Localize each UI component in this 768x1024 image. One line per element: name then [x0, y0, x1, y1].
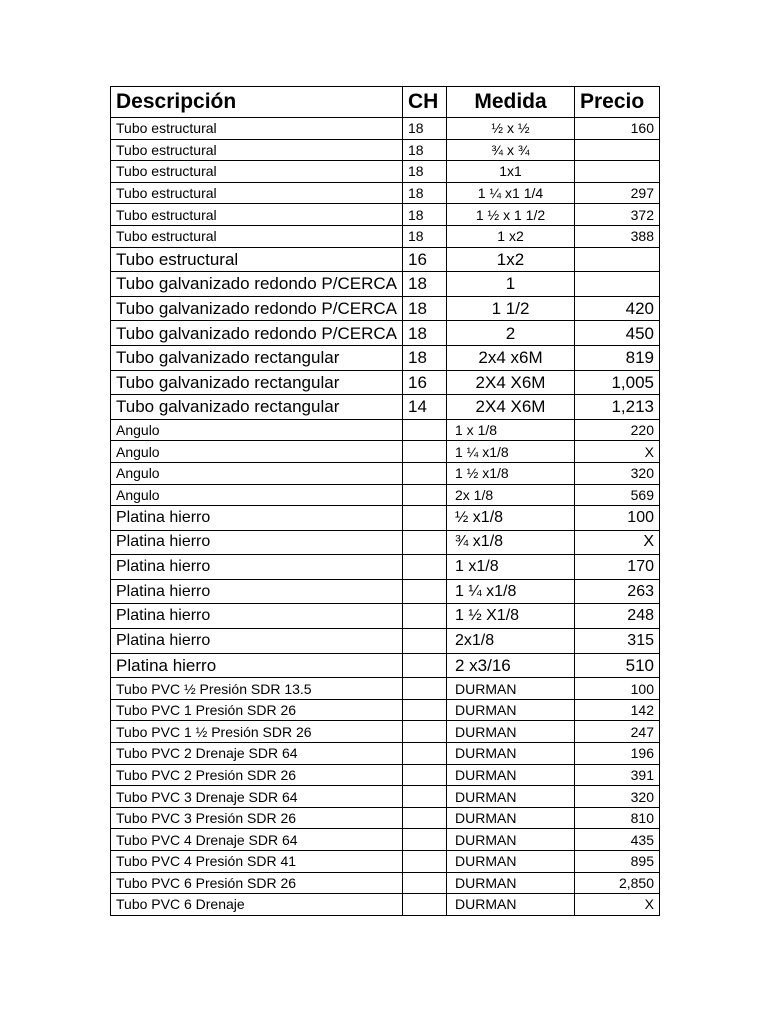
cell-medida: ½ x ½	[447, 118, 575, 140]
cell-ch: 16	[403, 370, 447, 395]
price-table	[110, 86, 660, 916]
cell-description: Tubo PVC 6 Presión SDR 26	[111, 872, 403, 894]
cell-description: Platina hierro	[111, 579, 403, 604]
cell-precio: 315	[575, 629, 660, 654]
cell-ch: 18	[403, 321, 447, 346]
cell-description: Tubo PVC 6 Drenaje	[111, 894, 403, 916]
cell-precio: 247	[575, 721, 660, 743]
cell-ch: 14	[403, 395, 447, 420]
cell-ch	[403, 872, 447, 894]
cell-description: Platina hierro	[111, 653, 403, 678]
cell-precio: 450	[575, 321, 660, 346]
table-row	[111, 894, 660, 916]
cell-precio: 569	[575, 484, 660, 506]
cell-precio	[575, 272, 660, 297]
cell-ch: 18	[403, 139, 447, 161]
cell-ch	[403, 604, 447, 629]
cell-precio: 196	[575, 743, 660, 765]
table-row	[111, 699, 660, 721]
header-medida: Medida	[447, 87, 575, 118]
cell-medida: 1 ½ x 1 1/2	[447, 204, 575, 226]
table-row	[111, 851, 660, 873]
cell-ch: 16	[403, 247, 447, 272]
header-ch: CH	[403, 87, 447, 118]
table-row	[111, 161, 660, 183]
cell-precio: 160	[575, 118, 660, 140]
cell-precio: 1,005	[575, 370, 660, 395]
cell-ch	[403, 579, 447, 604]
cell-description: Platina hierro	[111, 604, 403, 629]
cell-description: Tubo PVC 3 Presión SDR 26	[111, 807, 403, 829]
cell-description: Platina hierro	[111, 506, 403, 531]
table-row	[111, 506, 660, 531]
cell-ch: 18	[403, 161, 447, 183]
cell-medida: ½ x1/8	[447, 506, 575, 531]
cell-medida: DURMAN	[447, 851, 575, 873]
cell-description: Tubo galvanizado redondo P/CERCA	[111, 272, 403, 297]
cell-precio: 170	[575, 555, 660, 580]
cell-ch	[403, 506, 447, 531]
cell-description: Angulo	[111, 441, 403, 463]
cell-medida: 1 ½ x1/8	[447, 462, 575, 484]
cell-medida: 2	[447, 321, 575, 346]
cell-medida: 1 ¼ x1/8	[447, 579, 575, 604]
cell-ch	[403, 829, 447, 851]
table-row	[111, 807, 660, 829]
cell-medida: DURMAN	[447, 786, 575, 808]
cell-ch	[403, 555, 447, 580]
table-row	[111, 743, 660, 765]
cell-description: Tubo galvanizado redondo P/CERCA	[111, 321, 403, 346]
cell-description: Angulo	[111, 462, 403, 484]
cell-ch	[403, 764, 447, 786]
cell-ch	[403, 851, 447, 873]
table-row	[111, 484, 660, 506]
cell-medida: 2x 1/8	[447, 484, 575, 506]
table-row	[111, 579, 660, 604]
table-body	[111, 118, 660, 916]
cell-precio: 819	[575, 345, 660, 370]
cell-description: Platina hierro	[111, 555, 403, 580]
cell-medida: DURMAN	[447, 807, 575, 829]
cell-description: Tubo galvanizado rectangular	[111, 345, 403, 370]
cell-description: Tubo estructural	[111, 161, 403, 183]
table-row	[111, 139, 660, 161]
table-row	[111, 462, 660, 484]
cell-medida: DURMAN	[447, 743, 575, 765]
cell-description: Platina hierro	[111, 530, 403, 555]
header-precio: Precio	[575, 87, 660, 118]
cell-medida: 2X4 X6M	[447, 370, 575, 395]
cell-precio: 372	[575, 204, 660, 226]
cell-description: Tubo PVC 1 Presión SDR 26	[111, 699, 403, 721]
cell-description: Tubo estructural	[111, 225, 403, 247]
table-row	[111, 555, 660, 580]
table-row	[111, 272, 660, 297]
cell-ch	[403, 419, 447, 441]
table-row	[111, 321, 660, 346]
cell-description: Tubo PVC ½ Presión SDR 13.5	[111, 678, 403, 700]
cell-precio: 320	[575, 462, 660, 484]
table-row	[111, 764, 660, 786]
cell-description: Angulo	[111, 419, 403, 441]
cell-precio	[575, 139, 660, 161]
table-row	[111, 530, 660, 555]
cell-precio: 388	[575, 225, 660, 247]
cell-ch	[403, 786, 447, 808]
cell-ch: 18	[403, 272, 447, 297]
cell-precio: 391	[575, 764, 660, 786]
table-row	[111, 118, 660, 140]
cell-precio: X	[575, 441, 660, 463]
cell-precio: 2,850	[575, 872, 660, 894]
table-row	[111, 441, 660, 463]
cell-ch	[403, 678, 447, 700]
cell-medida: 1x2	[447, 247, 575, 272]
cell-ch	[403, 629, 447, 654]
table-row	[111, 629, 660, 654]
table-row	[111, 829, 660, 851]
table-row	[111, 678, 660, 700]
cell-ch: 18	[403, 118, 447, 140]
table-row	[111, 653, 660, 678]
table-row	[111, 204, 660, 226]
cell-description: Tubo estructural	[111, 139, 403, 161]
cell-description: Tubo PVC 3 Drenaje SDR 64	[111, 786, 403, 808]
cell-medida: 1 x2	[447, 225, 575, 247]
cell-precio: 220	[575, 419, 660, 441]
cell-medida: DURMAN	[447, 872, 575, 894]
cell-ch	[403, 721, 447, 743]
cell-precio: X	[575, 894, 660, 916]
cell-medida: DURMAN	[447, 721, 575, 743]
cell-description: Tubo galvanizado rectangular	[111, 370, 403, 395]
cell-medida: ¾ x ¾	[447, 139, 575, 161]
cell-ch	[403, 894, 447, 916]
cell-medida: DURMAN	[447, 699, 575, 721]
header-description: Descripción	[111, 87, 403, 118]
cell-medida: 2 x3/16	[447, 653, 575, 678]
cell-precio: 510	[575, 653, 660, 678]
cell-precio	[575, 161, 660, 183]
cell-ch	[403, 462, 447, 484]
table-row	[111, 370, 660, 395]
cell-description: Tubo PVC 1 ½ Presión SDR 26	[111, 721, 403, 743]
cell-ch: 18	[403, 296, 447, 321]
table-row	[111, 395, 660, 420]
cell-precio: X	[575, 530, 660, 555]
cell-precio: 100	[575, 678, 660, 700]
cell-precio: 1,213	[575, 395, 660, 420]
cell-medida: DURMAN	[447, 894, 575, 916]
table-row	[111, 345, 660, 370]
cell-precio	[575, 247, 660, 272]
cell-precio: 248	[575, 604, 660, 629]
cell-medida: 1 ½ X1/8	[447, 604, 575, 629]
cell-description: Tubo PVC 2 Presión SDR 26	[111, 764, 403, 786]
cell-precio: 420	[575, 296, 660, 321]
cell-precio: 142	[575, 699, 660, 721]
cell-precio: 895	[575, 851, 660, 873]
table-row	[111, 721, 660, 743]
cell-precio: 100	[575, 506, 660, 531]
cell-ch: 18	[403, 345, 447, 370]
cell-precio: 263	[575, 579, 660, 604]
cell-description: Tubo estructural	[111, 118, 403, 140]
cell-precio: 297	[575, 182, 660, 204]
cell-medida: DURMAN	[447, 678, 575, 700]
cell-description: Platina hierro	[111, 629, 403, 654]
cell-ch	[403, 653, 447, 678]
cell-description: Tubo estructural	[111, 204, 403, 226]
cell-description: Tubo galvanizado redondo P/CERCA	[111, 296, 403, 321]
cell-description: Tubo estructural	[111, 182, 403, 204]
cell-precio: 320	[575, 786, 660, 808]
cell-medida: 1 x 1/8	[447, 419, 575, 441]
table-row	[111, 182, 660, 204]
table-row	[111, 225, 660, 247]
cell-medida: 2x1/8	[447, 629, 575, 654]
table-header	[111, 87, 660, 118]
cell-medida: 1 ¼ x1/8	[447, 441, 575, 463]
table-row	[111, 604, 660, 629]
table-row	[111, 786, 660, 808]
cell-precio: 810	[575, 807, 660, 829]
cell-description: Tubo estructural	[111, 247, 403, 272]
cell-medida: 2X4 X6M	[447, 395, 575, 420]
table-row	[111, 247, 660, 272]
table-row	[111, 419, 660, 441]
cell-description: Angulo	[111, 484, 403, 506]
cell-ch	[403, 807, 447, 829]
cell-description: Tubo PVC 4 Drenaje SDR 64	[111, 829, 403, 851]
cell-medida: 1 1/2	[447, 296, 575, 321]
cell-ch	[403, 530, 447, 555]
cell-medida: DURMAN	[447, 829, 575, 851]
cell-description: Tubo PVC 4 Presión SDR 41	[111, 851, 403, 873]
cell-ch: 18	[403, 182, 447, 204]
cell-ch	[403, 441, 447, 463]
table-row	[111, 296, 660, 321]
cell-medida: ¾ x1/8	[447, 530, 575, 555]
cell-medida: 1 ¼ x1 1/4	[447, 182, 575, 204]
cell-description: Tubo galvanizado rectangular	[111, 395, 403, 420]
cell-medida: 1 x1/8	[447, 555, 575, 580]
cell-description: Tubo PVC 2 Drenaje SDR 64	[111, 743, 403, 765]
cell-medida: 1	[447, 272, 575, 297]
cell-medida: 1x1	[447, 161, 575, 183]
header-row	[111, 87, 660, 118]
cell-ch: 18	[403, 225, 447, 247]
cell-ch: 18	[403, 204, 447, 226]
cell-ch	[403, 699, 447, 721]
cell-precio: 435	[575, 829, 660, 851]
cell-medida: DURMAN	[447, 764, 575, 786]
cell-medida: 2x4 x6M	[447, 345, 575, 370]
cell-ch	[403, 743, 447, 765]
cell-ch	[403, 484, 447, 506]
table-row	[111, 872, 660, 894]
